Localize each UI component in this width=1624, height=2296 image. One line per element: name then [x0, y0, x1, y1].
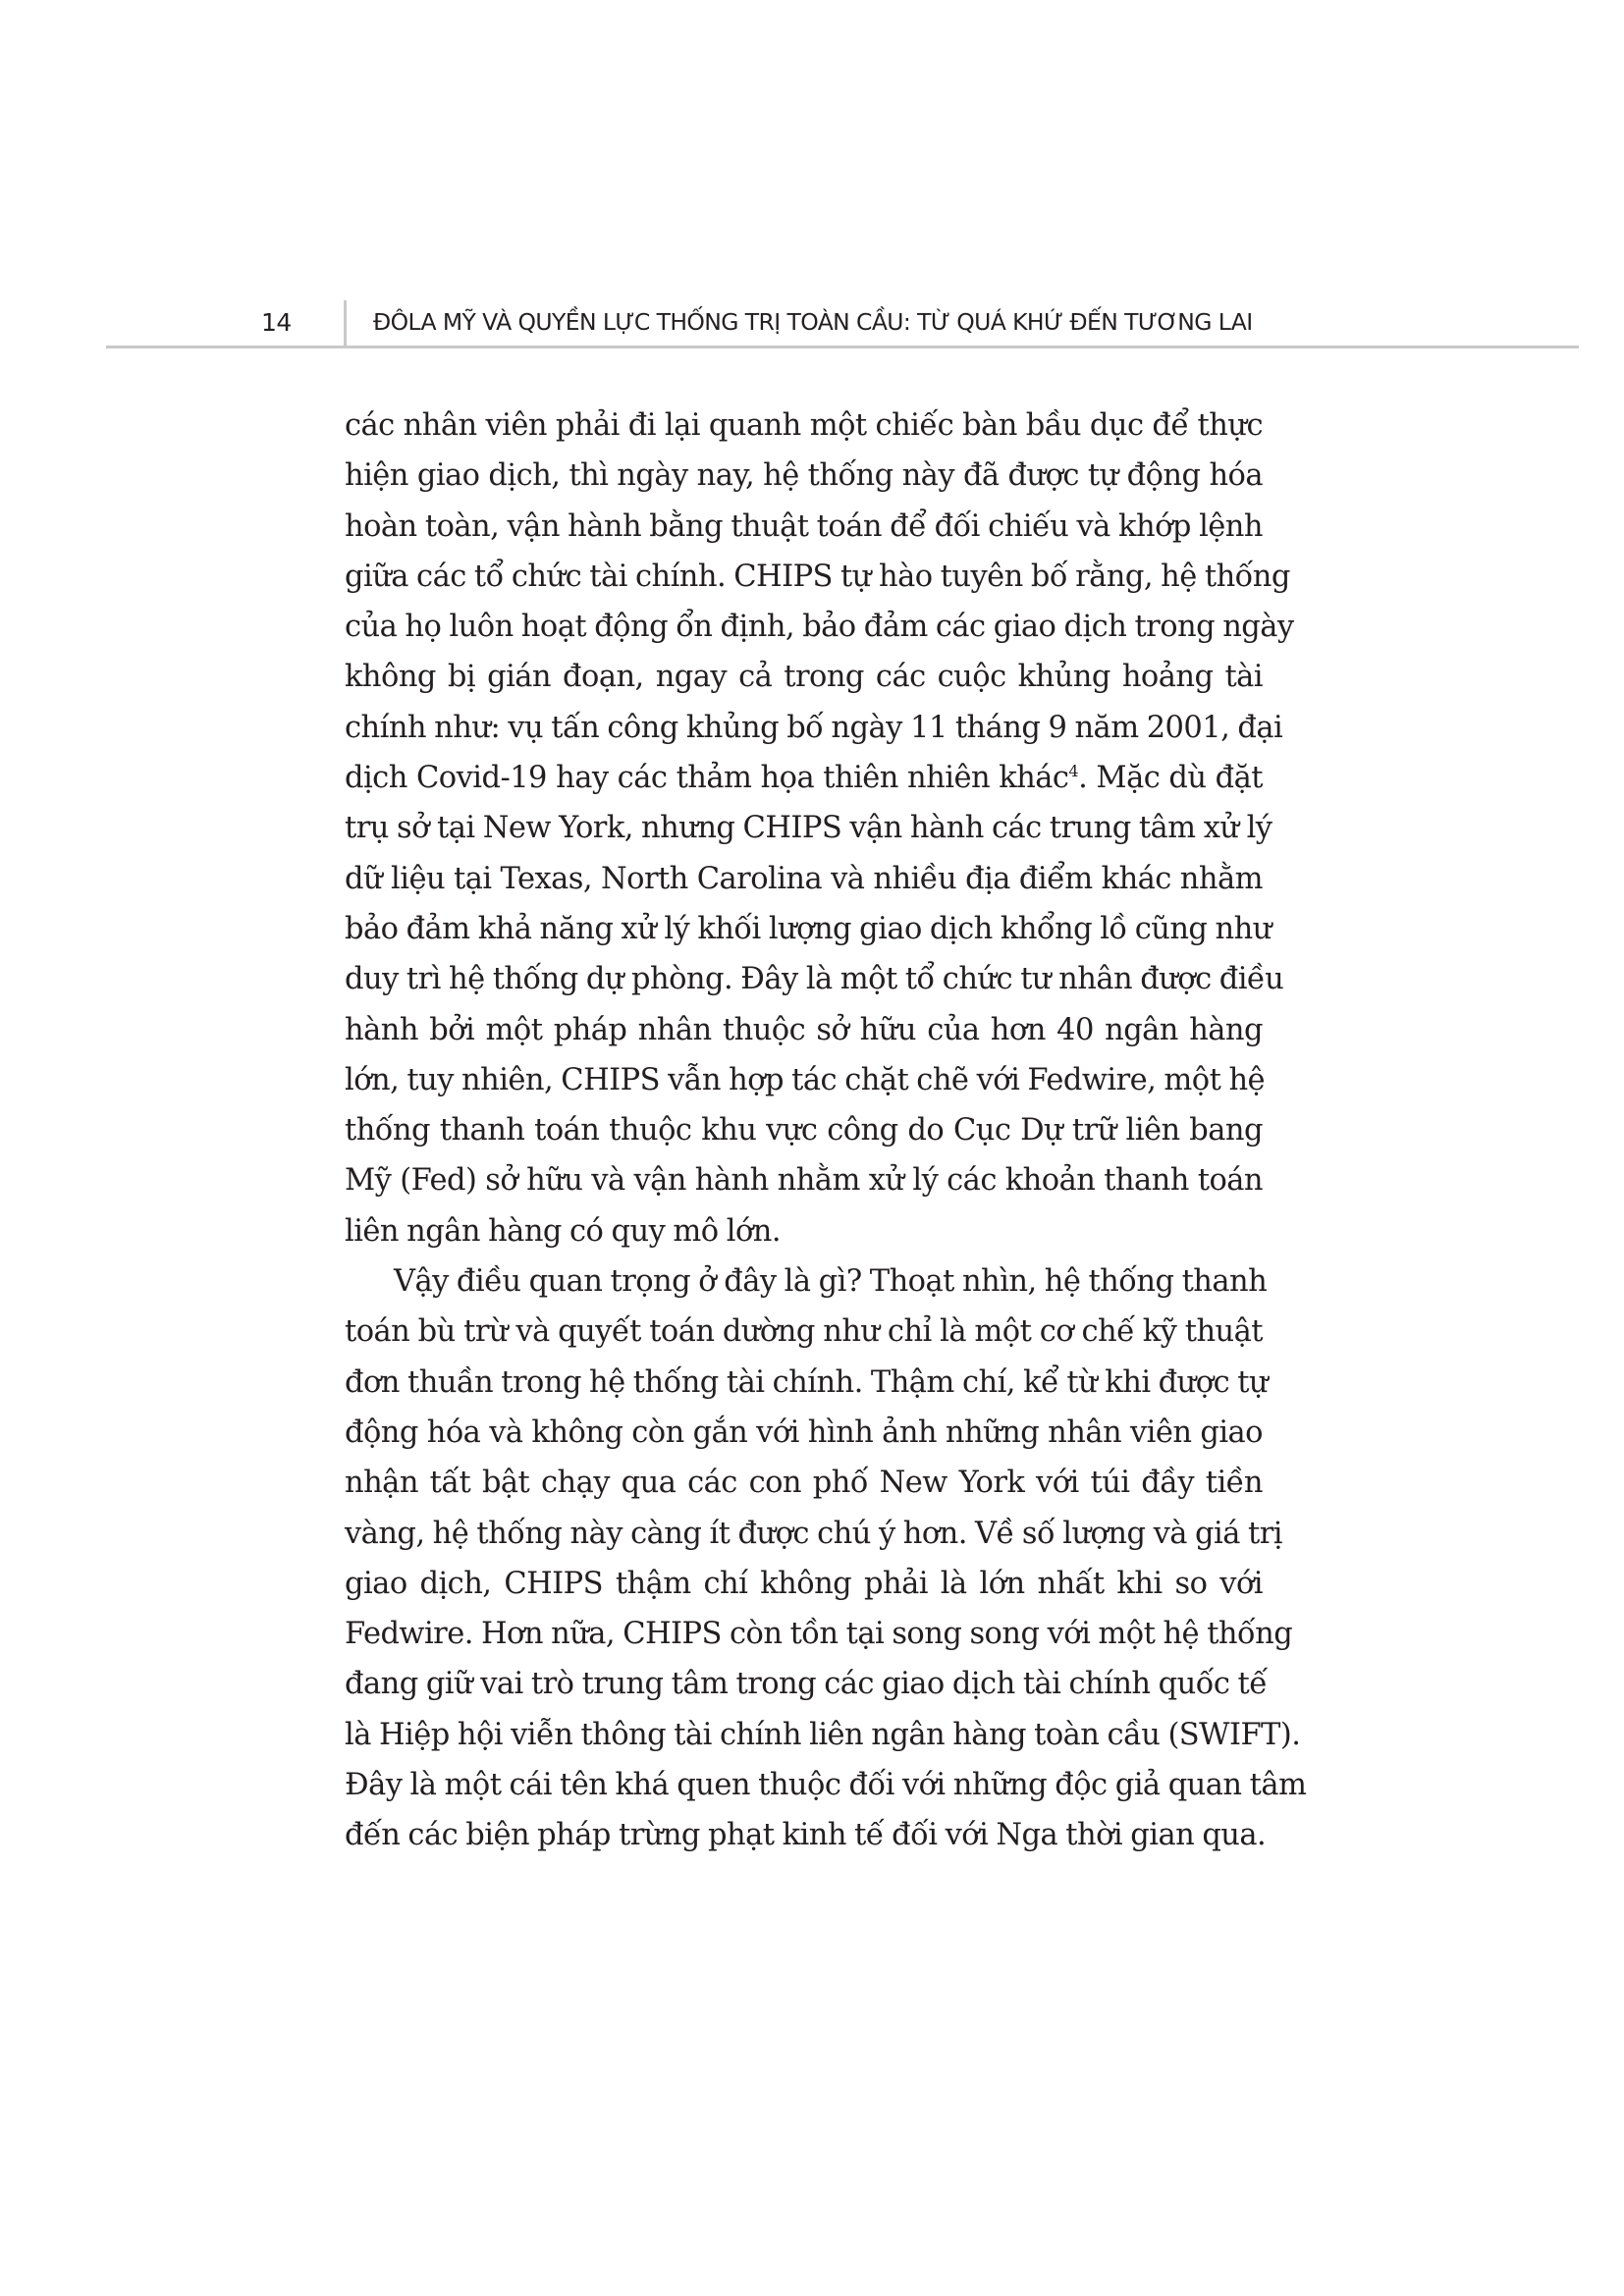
text-line: vàng, hệ thống này càng ít được chú ý hơn. Về số lượng và giá trị [345, 1516, 1282, 1551]
text-line: trụ sở tại New York, nhưng CHIPS vận hành các trung tâm xử lý [345, 811, 1272, 846]
text-line-last: liên ngân hàng có quy mô lớn. [345, 1213, 781, 1249]
text-line: Đây là một cái tên khá quen thuộc đối với những độc giả quan tâm [345, 1768, 1307, 1803]
body-text [345, 400, 1307, 1861]
text-line: không bị gián đoạn, ngay cả trong các cuộc khủng hoảng tài [345, 660, 1263, 695]
text-line: thống thanh toán thuộc khu vực công do Cục Dự trữ liên bang [345, 1113, 1263, 1148]
running-header [106, 300, 1579, 347]
text-line: nhận tất bật chạy qua các con phố New York với túi đầy tiền [345, 1466, 1263, 1501]
running-book-title: ĐÔLA MỸ VÀ QUYỀN LỰC THỐNG TRỊ TOÀN CẦU: TỪ QUÁ KHỨ ĐẾN TƯƠNG LAI [373, 308, 1253, 336]
text-line: giữa các tổ chức tài chính. CHIPS tự hào tuyên bố rằng, hệ thống [345, 559, 1290, 594]
text-line: đến các biện pháp trừng phạt kinh tế đối với Nga thời gian qua. [345, 1818, 1267, 1853]
paragraph-1 [345, 400, 1294, 1256]
text-line: hành bởi một pháp nhân thuộc sở hữu của hơn 40 ngân hàng [345, 1012, 1263, 1047]
page-number: 14 [261, 308, 292, 337]
text-line: hiện giao dịch, thì ngày nay, hệ thống này đã được tự động hóa [345, 458, 1263, 494]
text-line: duy trì hệ thống dự phòng. Đây là một tổ chức tư nhân được điều [345, 962, 1284, 997]
text-line-indented: Vậy điều quan trọng ở đây là gì? Thoạt nhìn, hệ thống thanh [394, 1264, 1268, 1300]
text-line: các nhân viên phải đi lại quanh một chiếc bàn bầu dục để thực [345, 408, 1263, 443]
paragraph-2 [345, 1256, 1307, 1861]
header-rule [106, 346, 1579, 348]
text-line: đơn thuần trong hệ thống tài chính. Thậm chí, kể từ khi được tự [345, 1364, 1269, 1400]
text-line: dữ liệu tại Texas, North Carolina và nhiều địa điểm khác nhằm [345, 861, 1263, 896]
text-line: đang giữ vai trò trung tâm trong các giao dịch tài chính quốc tế [345, 1667, 1268, 1702]
text-line: hoàn toàn, vận hành bằng thuật toán để đối chiếu và khớp lệnh [345, 508, 1263, 544]
text-line: bảo đảm khả năng xử lý khối lượng giao dịch khổng lồ cũng như [345, 911, 1272, 946]
text-line: Mỹ (Fed) sở hữu và vận hành nhằm xử lý các khoản thanh toán [345, 1163, 1263, 1199]
text-line: là Hiệp hội viễn thông tài chính liên ngân hàng toàn cầu (SWIFT). [345, 1717, 1301, 1752]
text-before-footnote: dịch Covid-19 hay các thảm họa thiên nhiên khác [345, 761, 1069, 796]
text-line: lớn, tuy nhiên, CHIPS vẫn hợp tác chặt chẽ với Fedwire, một hệ [345, 1062, 1266, 1097]
footnote-marker[interactable]: 4 [1068, 761, 1079, 780]
text-after-footnote: . Mặc dù đặt [1078, 761, 1263, 796]
header-divider [344, 300, 347, 347]
text-line: toán bù trừ và quyết toán dường như chỉ là một cơ chế kỹ thuật [345, 1314, 1263, 1350]
text-line: giao dịch, CHIPS thậm chí không phải là lớn nhất khi so với [345, 1566, 1263, 1601]
text-line: chính như: vụ tấn công khủng bố ngày 11 tháng 9 năm 2001, đại [345, 710, 1283, 745]
text-line: động hóa và không còn gắn với hình ảnh những nhân viên giao [345, 1415, 1263, 1450]
text-line: của họ luôn hoạt động ổn định, bảo đảm các giao dịch trong ngày [345, 610, 1294, 645]
text-line: Fedwire. Hơn nữa, CHIPS còn tồn tại song song với một hệ thống [345, 1617, 1293, 1652]
text-line-with-footnote [345, 753, 1263, 803]
